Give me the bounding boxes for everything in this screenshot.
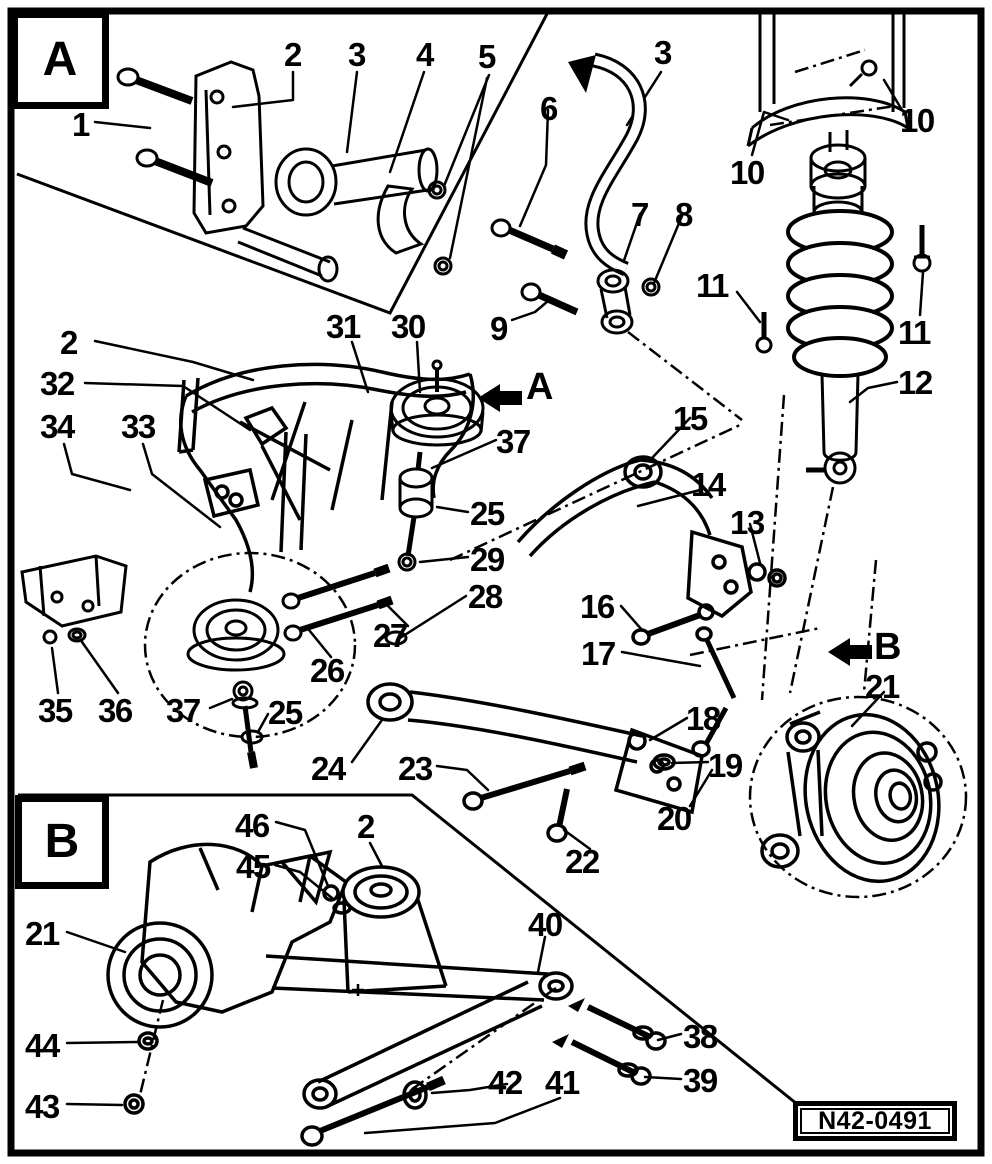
inset-b-letter: B <box>44 815 80 868</box>
wheel-hub <box>762 702 954 894</box>
heat-shield <box>22 556 126 643</box>
part-callout: 9 <box>490 310 507 347</box>
part-callout: 10 <box>900 102 934 139</box>
part-callout: 14 <box>691 466 725 503</box>
part-callout: 27 <box>373 617 407 654</box>
view-a-arrow-icon <box>478 384 522 412</box>
part-callout: 44 <box>25 1027 59 1064</box>
part-callout: 10 <box>730 154 764 191</box>
part-callout: 2 <box>284 36 301 73</box>
part-callout: 24 <box>311 750 345 787</box>
part-callout: 5 <box>478 38 495 75</box>
part-callout: 2 <box>357 808 374 845</box>
part-callout: 12 <box>898 364 932 401</box>
view-b-label: B <box>874 626 902 668</box>
part-callout: 37 <box>496 423 530 460</box>
part-callout: 7 <box>631 196 648 233</box>
part-callout: 16 <box>580 588 614 625</box>
inset-a-letter: A <box>42 33 78 86</box>
part-callout: 6 <box>540 90 557 127</box>
part-callout: 18 <box>686 700 720 737</box>
inset-b-box <box>15 795 109 889</box>
part-callout: 13 <box>730 504 764 541</box>
part-callout: 11 <box>696 267 728 304</box>
part-callout: 29 <box>470 541 504 578</box>
view-a-label: A <box>526 366 554 408</box>
part-callout: 46 <box>235 807 269 844</box>
part-callout: 30 <box>391 308 425 345</box>
subframe-bolt-bushing-upper <box>386 452 432 644</box>
part-callout: 1 <box>72 106 89 143</box>
part-callout: 21 <box>25 915 59 952</box>
subframe-bolt-bushing-lower <box>233 682 262 768</box>
part-callout: 42 <box>488 1064 522 1101</box>
part-callout: 39 <box>683 1062 717 1099</box>
part-callout: 15 <box>673 400 707 437</box>
part-callout: 41 <box>545 1064 579 1101</box>
inset-a-parts <box>118 62 451 281</box>
part-callout: 8 <box>675 196 692 233</box>
part-callout: 34 <box>40 408 74 445</box>
part-callout: 4 <box>416 36 433 73</box>
part-callout: 28 <box>468 578 502 615</box>
part-callout: 26 <box>310 652 344 689</box>
part-callout: 45 <box>236 848 270 885</box>
part-callout: 3 <box>654 34 671 71</box>
part-callout: 17 <box>581 635 615 672</box>
coil-spring <box>788 211 892 376</box>
part-callout: 36 <box>98 692 132 729</box>
shock-absorber <box>806 374 858 483</box>
part-callout: 25 <box>268 694 302 731</box>
part-callout: 20 <box>657 800 691 837</box>
part-callout: 22 <box>565 843 599 880</box>
part-callout: 32 <box>40 365 74 402</box>
part-callout: 33 <box>121 408 155 445</box>
part-callout: 21 <box>865 668 899 705</box>
part-callout: 35 <box>38 692 72 729</box>
part-callout: 40 <box>528 906 562 943</box>
drawing-number-box <box>793 1101 957 1141</box>
part-callout: 19 <box>708 747 742 784</box>
part-callout: 37 <box>166 692 200 729</box>
subframe-mount-lower <box>188 600 284 670</box>
part-callout: 11 <box>898 314 930 351</box>
upper-control-arm <box>518 457 785 698</box>
view-b-arrow-icon <box>828 638 872 666</box>
part-callout: 2 <box>60 324 77 361</box>
part-callout: 23 <box>398 750 432 787</box>
part-callout: 38 <box>683 1018 717 1055</box>
inset-b-parts <box>108 844 665 1145</box>
part-callout: 31 <box>326 308 360 345</box>
inset-a-box <box>11 11 109 109</box>
part-callout: 43 <box>25 1088 59 1125</box>
drawing-number: N42-0491 <box>800 1108 950 1134</box>
stabilizer-link-parts <box>492 220 659 333</box>
stabilizer-bar <box>568 55 639 269</box>
part-callout: 3 <box>348 36 365 73</box>
part-callout: 25 <box>470 495 504 532</box>
